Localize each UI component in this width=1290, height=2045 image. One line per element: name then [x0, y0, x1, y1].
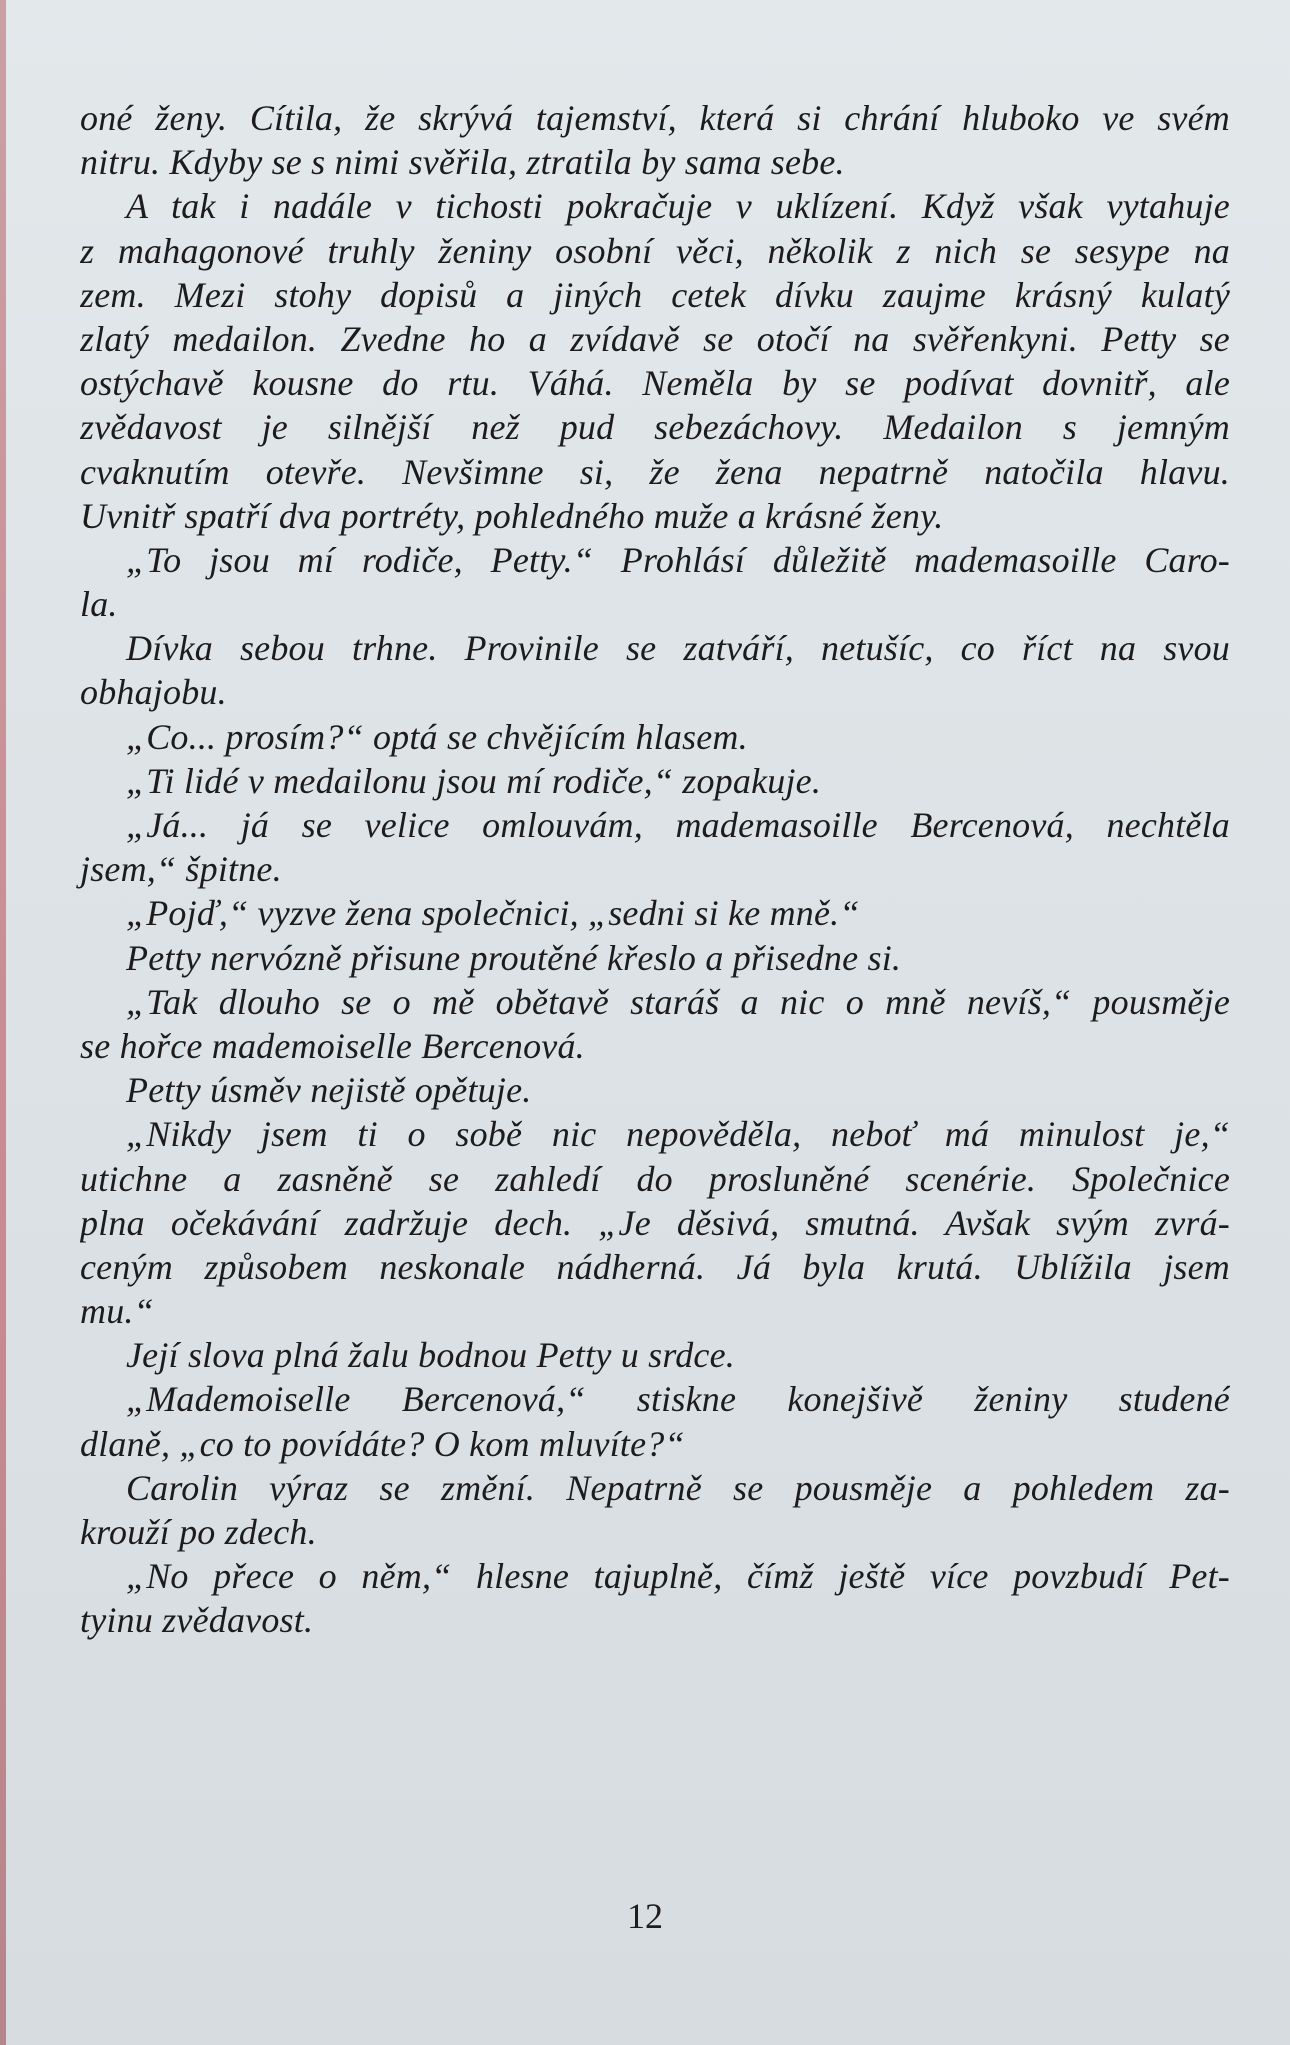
text-line: utichne a zasněně se zahledí do prosluněné scenérie. Společnice: [80, 1158, 1230, 1199]
text-line: krouží po zdech.: [80, 1512, 317, 1552]
text-line: plna očekávání zadržuje dech. „Je děsivá, smutná. Avšak svým zvrá-: [80, 1202, 1230, 1243]
text-line: ceným způsobem neskonale nádherná. Já byla krutá. Ublížila jsem: [80, 1246, 1230, 1287]
text-line: zvědavost je silnější než pud sebezáchovy. Medailon s jemným: [80, 407, 1230, 448]
text-line: Carolin výraz se změní. Nepatrně se pousměje a pohledem za-: [126, 1467, 1230, 1508]
text-line: „Nikdy jsem ti o sobě nic nepověděla, neboť má minulost je,“: [126, 1114, 1230, 1155]
text-line: „Pojď,“ vyzve žena společnici, „sedni si ke mně.“: [126, 893, 860, 934]
text-line: „Co... prosím?“ optá se chvějícím hlasem.: [126, 716, 748, 757]
text-line: Dívka sebou trhne. Provinile se zatváří, netušíc, co říct na svou: [126, 628, 1230, 669]
text-line: se hořce mademoiselle Bercenová.: [80, 1025, 585, 1066]
text-line: obhajobu.: [80, 672, 227, 713]
text-line: „No přece o něm,“ hlesne tajuplně, čímž ještě více povzbudí Pet-: [126, 1556, 1230, 1597]
page-number: 12: [627, 1896, 663, 1936]
text-line: Petty úsměv nejistě opětuje.: [126, 1070, 532, 1111]
text-line: Její slova plná žalu bodnou Petty u srdce.: [126, 1335, 735, 1376]
text-line: Petty nervózně přisune proutěné křeslo a přisedne si.: [126, 937, 902, 978]
text-line: „Tak dlouho se o mě obětavě staráš a nic o mně nevíš,“ pousměje: [126, 981, 1230, 1022]
text-line: zem. Mezi stohy dopisů a jiných cetek dívku zaujme krásný kulatý: [80, 274, 1230, 315]
page-edge: [0, 0, 6, 2045]
text-line: „To jsou mí rodiče, Petty.“ Prohlásí důležitě mademasoille Caro-: [126, 539, 1230, 580]
body-text: [80, 96, 1230, 1643]
text-line: A tak i nadále v tichosti pokračuje v uklízení. Když však vytahuje: [126, 186, 1230, 227]
text-line: „Ti lidé v medailonu jsou mí rodiče,“ zopakuje.: [126, 760, 822, 801]
text-line: cvaknutím otevře. Nevšimne si, že žena nepatrně natočila hlavu.: [80, 451, 1230, 492]
text-line: „Mademoiselle Bercenová,“ stiskne konejšivě ženiny studené: [126, 1379, 1230, 1420]
text-line: dlaně, „co to povídáte? O kom mluvíte?“: [80, 1423, 685, 1464]
text-line: oné ženy. Cítila, že skrývá tajemství, která si chrání hluboko ve svém: [80, 98, 1230, 138]
text-line: la.: [80, 584, 118, 625]
text-line: jsem,“ špitne.: [80, 849, 282, 890]
text-line: „Já... já se velice omlouvám, mademasoille Bercenová, nechtěla: [126, 805, 1230, 845]
text-line: z mahagonové truhly ženiny osobní věci, několik z nich se sesype na: [80, 230, 1230, 271]
text-line: nitru. Kdyby se s nimi svěřila, ztratila by sama sebe.: [80, 142, 845, 183]
text-line: ostýchavě kousne do rtu. Váhá. Neměla by se podívat dovnitř, ale: [80, 363, 1230, 404]
text-line: zlatý medailon. Zvedne ho a zvídavě se otočí na svěřenkyni. Petty se: [80, 318, 1230, 359]
text-line: Uvnitř spatří dva portréty, pohledného muže a krásné ženy.: [80, 495, 944, 536]
text-line: mu.“: [80, 1291, 154, 1332]
text-line: tyinu zvědavost.: [80, 1600, 314, 1641]
